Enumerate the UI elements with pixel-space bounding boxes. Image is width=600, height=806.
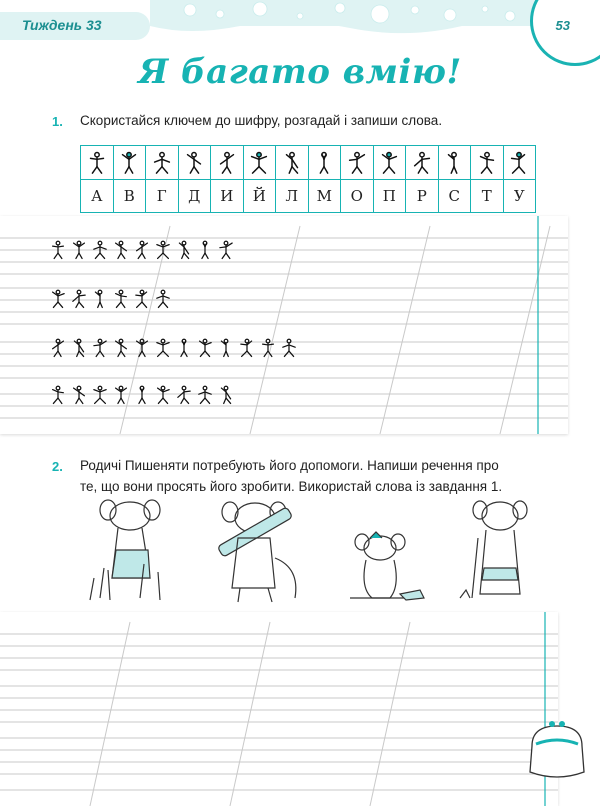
stick-figure-icon (48, 240, 68, 260)
mouse-father-icon (217, 502, 295, 602)
stick-figure-icon (195, 240, 215, 260)
stick-figure-icon (153, 338, 173, 358)
stick-figure-icon (174, 338, 194, 358)
task-1-number: 1. (52, 114, 63, 129)
stick-figure-icon (216, 338, 236, 358)
bubbles-decoration (150, 0, 540, 44)
cipher-letter-cell: Р (406, 180, 439, 213)
stick-figure-icon (279, 338, 299, 358)
cipher-word-4 (48, 385, 236, 405)
stick-figure-icon (215, 151, 239, 175)
cipher-word-2 (48, 289, 173, 309)
stick-figure-icon (111, 289, 131, 309)
stick-figure-icon (117, 151, 141, 175)
stick-figure-icon (280, 151, 304, 175)
cipher-figure-cell (373, 146, 406, 180)
mouse-mother-icon (90, 500, 160, 600)
stick-figure-icon (90, 338, 110, 358)
ruled-lines (0, 612, 558, 806)
stick-figure-icon (90, 240, 110, 260)
stick-figure-icon (69, 385, 89, 405)
stick-figure-icon (216, 385, 236, 405)
stick-figure-icon (85, 151, 109, 175)
stick-figure-icon (69, 289, 89, 309)
stick-figure-icon (69, 240, 89, 260)
cipher-figure-cell (211, 146, 244, 180)
cipher-letter-cell: И (211, 180, 244, 213)
cipher-letters-row (81, 180, 536, 213)
cipher-letter-cell: А (81, 180, 114, 213)
cipher-letter-cell: В (113, 180, 146, 213)
stick-figure-icon (132, 240, 152, 260)
cipher-key-table (80, 145, 536, 213)
cipher-figure-cell (243, 146, 276, 180)
stick-figure-icon (111, 385, 131, 405)
cipher-letter-cell: Л (276, 180, 309, 213)
stick-figure-icon (111, 240, 131, 260)
cipher-figure-cell (146, 146, 179, 180)
cipher-figure-cell (81, 146, 114, 180)
stick-figure-icon (216, 240, 236, 260)
stick-figure-icon (237, 338, 257, 358)
stick-figure-icon (312, 151, 336, 175)
stick-figure-icon (153, 385, 173, 405)
stick-figure-icon (195, 385, 215, 405)
cipher-word-3 (48, 338, 299, 358)
mouse-sister-icon (350, 532, 424, 600)
stick-figure-icon (195, 338, 215, 358)
cipher-figure-cell (276, 146, 309, 180)
cipher-letter-cell: Й (243, 180, 276, 213)
cipher-letter-cell: М (308, 180, 341, 213)
stick-figure-icon (377, 151, 401, 175)
mouse-grandmother-icon (460, 501, 527, 598)
purse-icon (522, 716, 592, 786)
cipher-word-1 (48, 240, 236, 260)
stick-figure-icon (153, 240, 173, 260)
cipher-figure-cell (341, 146, 374, 180)
cipher-figure-cell (308, 146, 341, 180)
cipher-figure-cell (113, 146, 146, 180)
cipher-figure-cell (503, 146, 536, 180)
cipher-letter-cell: Г (146, 180, 179, 213)
stick-figure-icon (69, 338, 89, 358)
stick-figure-icon (153, 289, 173, 309)
cipher-figures-row (81, 146, 536, 180)
task-1-instruction: Скористайся ключем до шифру, розгадай і запиши слова. (80, 113, 443, 128)
stick-figure-icon (111, 338, 131, 358)
stick-figure-icon (174, 240, 194, 260)
stick-figure-icon (258, 338, 278, 358)
stick-figure-icon (150, 151, 174, 175)
stick-figure-icon (174, 385, 194, 405)
task-2-number: 2. (52, 459, 63, 474)
stick-figure-icon (247, 151, 271, 175)
stick-figure-icon (345, 151, 369, 175)
cipher-figure-cell (471, 146, 504, 180)
task-2-instruction-line-2: те, що вони просять його зробити. Використай слова із завдання 1. (80, 479, 503, 494)
page-title: Я багато вмію! (138, 52, 462, 92)
writing-sheet-2 (0, 612, 558, 806)
cipher-letter-cell: У (503, 180, 536, 213)
week-label: Тиждень 33 (22, 17, 102, 33)
task-2-instruction-line-1: Родичі Пишеняти потребують його допомоги. Напиши речення про (80, 458, 499, 473)
cipher-figure-cell (406, 146, 439, 180)
stick-figure-icon (48, 338, 68, 358)
stick-figure-icon (48, 385, 68, 405)
cipher-letter-cell: С (438, 180, 471, 213)
stick-figure-icon (48, 289, 68, 309)
stick-figure-icon (182, 151, 206, 175)
mice-illustration (80, 498, 550, 610)
cipher-letter-cell: Д (178, 180, 211, 213)
stick-figure-icon (507, 151, 531, 175)
cipher-letter-cell: П (373, 180, 406, 213)
cipher-figure-cell (178, 146, 211, 180)
stick-figure-icon (132, 385, 152, 405)
stick-figure-icon (410, 151, 434, 175)
cipher-letter-cell: О (341, 180, 374, 213)
stick-figure-icon (442, 151, 466, 175)
stick-figure-icon (90, 385, 110, 405)
stick-figure-icon (90, 289, 110, 309)
stick-figure-icon (132, 338, 152, 358)
stick-figure-icon (475, 151, 499, 175)
page-number: 53 (555, 18, 570, 33)
cipher-letter-cell: Т (471, 180, 504, 213)
stick-figure-icon (132, 289, 152, 309)
cipher-figure-cell (438, 146, 471, 180)
